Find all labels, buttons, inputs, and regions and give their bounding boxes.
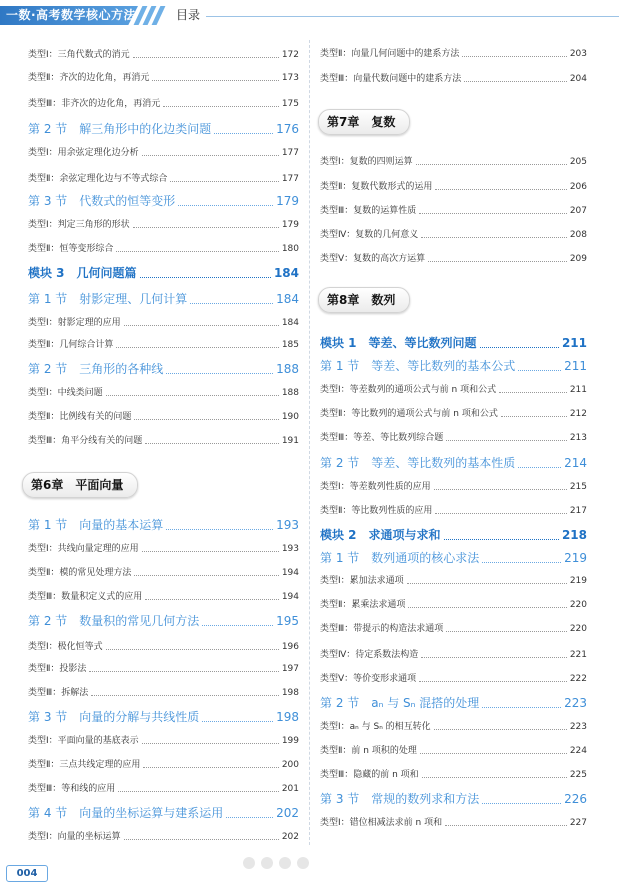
leader-dots [106,649,279,650]
entry-title: 类型Ⅱ：前 n 项积的处理 [320,746,417,756]
entry-page-number: 173 [281,73,299,83]
entry-title: 第 1 节 数列通项的核心求法 [320,551,480,565]
entry-page-number: 221 [569,650,587,660]
leader-dots [482,803,561,804]
entry-page-number: 194 [281,568,299,578]
type-entry[interactable] [28,172,299,186]
type-entry[interactable] [320,431,587,445]
leader-dots [163,106,279,107]
leader-dots [152,80,278,81]
type-entry[interactable] [320,204,587,218]
leader-dots [446,440,567,441]
chapter-8-heading[interactable]: 第8章 数列 [318,287,410,313]
leader-dots [226,817,273,818]
section-entry[interactable] [28,516,299,534]
type-entry[interactable] [28,662,299,676]
entry-page-number: 223 [564,696,587,710]
leader-dots [419,681,567,682]
entry-title: 类型Ⅲ：拆解法 [28,688,89,698]
entry-title: 第 1 节 向量的基本运算 [28,518,164,532]
type-entry[interactable] [28,71,299,85]
leader-dots [133,227,279,228]
section-entry[interactable] [28,192,299,210]
entry-page-number: 202 [281,832,299,842]
entry-page-number: 202 [276,806,299,820]
entry-page-number: 195 [276,614,299,628]
entry-page-number: 198 [281,688,299,698]
entry-title: 类型Ⅱ：投影法 [28,664,87,674]
type-entry[interactable] [28,242,299,256]
type-entry[interactable] [320,648,587,662]
entry-title: 模块 1 等差、等比数列问题 [320,336,477,350]
entry-title: 类型Ⅱ：恒等变形综合 [28,244,114,254]
entry-title: 第 4 节 向量的坐标运算与建系运用 [28,806,224,820]
leader-dots [445,825,567,826]
leader-dots [421,237,567,238]
leader-dots [482,562,561,563]
type-entry[interactable] [28,590,299,604]
entry-page-number: 205 [569,157,587,167]
type-entry[interactable] [28,830,299,844]
entry-title: 类型Ⅰ：射影定理的应用 [28,318,121,328]
type-entry[interactable] [28,566,299,580]
type-entry[interactable] [28,386,299,400]
entry-page-number: 220 [569,624,587,634]
entry-page-number: 179 [276,194,299,208]
page-header [0,0,619,30]
entry-page-number: 224 [569,746,587,756]
type-entry[interactable] [320,768,587,782]
entry-page-number: 219 [564,551,587,565]
leader-dots [91,695,279,696]
section-entry[interactable] [28,120,299,138]
module-entry[interactable] [320,334,587,352]
leader-dots [444,539,559,540]
type-entry[interactable] [28,410,299,424]
entry-title: 第 2 节 解三角形中的化边类问题 [28,122,212,136]
entry-page-number: 201 [281,784,299,794]
entry-title: 类型Ⅰ：等差数列性质的应用 [320,482,431,492]
type-entry[interactable] [320,480,587,494]
entry-title: 类型Ⅱ：复数代数形式的运用 [320,182,433,192]
section-entry[interactable] [320,694,587,712]
entry-title: 类型Ⅲ：复数的运算性质 [320,206,417,216]
type-entry[interactable] [320,155,587,169]
entry-title: 类型Ⅱ：几何综合计算 [28,340,114,350]
entry-title: 类型Ⅰ：错位相减法求前 n 项和 [320,818,443,828]
leader-dots [145,443,279,444]
entry-page-number: 198 [276,710,299,724]
chapter-7-heading[interactable]: 第7章 复数 [318,109,410,135]
entry-title: 类型Ⅲ：等和线的应用 [28,784,116,794]
leader-dots [142,743,279,744]
entry-page-number: 184 [273,266,299,280]
entry-page-number: 225 [569,770,587,780]
entry-title: 类型Ⅰ：中线类问题 [28,388,103,398]
type-entry[interactable] [320,383,587,397]
entry-title: 类型Ⅴ：等价变形求通项 [320,674,417,684]
type-entry[interactable] [28,48,299,62]
leader-dots [170,181,278,182]
leader-dots [134,575,278,576]
entry-title: 类型Ⅴ：复数的高次方运算 [320,254,426,264]
leader-dots [116,251,278,252]
entry-page-number: 185 [281,340,299,350]
leader-dots [435,189,566,190]
entry-page-number: 193 [281,544,299,554]
type-entry[interactable] [28,146,299,160]
entry-page-number: 188 [281,388,299,398]
entry-title: 类型Ⅱ：等比数列性质的应用 [320,506,433,516]
section-entry[interactable] [320,790,587,808]
section-entry[interactable] [28,708,299,726]
entry-title: 模块 2 求通项与求和 [320,528,441,542]
type-entry[interactable] [320,252,587,266]
leader-dots [145,599,279,600]
entry-title: 类型Ⅱ：模的常见处理方法 [28,568,132,578]
leader-dots [408,607,566,608]
section-entry[interactable] [320,454,587,472]
leader-dots [106,395,279,396]
module-entry[interactable] [320,526,587,544]
type-entry[interactable] [320,47,587,61]
entry-title: 类型Ⅱ：向量几何问题中的建系方法 [320,49,460,59]
entry-page-number: 214 [564,456,587,470]
entry-title: 类型Ⅰ：累加法求通项 [320,576,404,586]
entry-title: 类型Ⅱ：余弦定理化边与不等式综合 [28,174,168,184]
entry-title: 模块 3 几何问题篇 [28,266,137,280]
entry-page-number: 218 [561,528,587,542]
entry-title: 类型Ⅲ：数量积定义式的应用 [28,592,143,602]
leader-dots [118,791,279,792]
entry-page-number: 208 [569,230,587,240]
section-entry[interactable] [320,357,587,375]
entry-page-number: 190 [281,412,299,422]
module-entry[interactable] [28,264,299,282]
entry-page-number: 200 [281,760,299,770]
type-entry[interactable] [28,218,299,232]
leader-dots [143,767,278,768]
leader-dots [499,392,567,393]
type-entry[interactable] [28,758,299,772]
entry-title: 类型Ⅱ：累乘法求通项 [320,600,406,610]
entry-page-number: 217 [569,506,587,516]
section-entry[interactable] [28,360,299,378]
entry-page-number: 211 [561,336,587,350]
type-entry[interactable] [320,72,587,86]
entry-title: 类型Ⅱ：等比数列的通项公式与前 n 项和公式 [320,409,498,419]
leader-dots [166,529,273,530]
leader-dots [480,347,559,348]
leader-dots [421,657,567,658]
leader-dots [190,303,273,304]
leader-dots [202,625,273,626]
entry-title: 类型Ⅰ：平面向量的基底表示 [28,736,139,746]
page-number: 004 [6,865,48,882]
leader-dots [422,777,567,778]
type-entry[interactable] [320,574,587,588]
leader-dots [518,467,561,468]
section-entry[interactable] [28,290,299,308]
entry-page-number: 194 [281,592,299,602]
type-entry[interactable] [28,686,299,700]
entry-title: 第 3 节 向量的分解与共线性质 [28,710,200,724]
entry-page-number: 179 [281,220,299,230]
type-entry[interactable] [28,316,299,330]
entry-title: 第 2 节 三角形的各种线 [28,362,164,376]
entry-page-number: 223 [569,722,587,732]
entry-title: 类型Ⅲ：向量代数问题中的建系方法 [320,74,462,84]
leader-dots [434,729,567,730]
entry-page-number: 207 [569,206,587,216]
leader-dots [134,419,278,420]
leader-dots [446,631,567,632]
watermark-decoration [243,851,311,875]
entry-title: 类型Ⅲ：隐藏的前 n 项和 [320,770,419,780]
leader-dots [420,753,567,754]
entry-page-number: 219 [569,576,587,586]
entry-title: 类型Ⅰ：复数的四则运算 [320,157,413,167]
entry-title: 类型Ⅲ：非齐次的边化角，再消元 [28,99,161,109]
entry-page-number: 191 [281,436,299,446]
entry-title: 第 3 节 常规的数列求和方法 [320,792,480,806]
leader-dots [435,513,566,514]
entry-title: 类型Ⅰ：共线向量定理的应用 [28,544,139,554]
section-entry[interactable] [28,804,299,822]
type-entry[interactable] [320,672,587,686]
entry-title: 类型Ⅰ：三角代数式的消元 [28,50,130,60]
type-entry[interactable] [320,180,587,194]
column-divider [309,40,310,845]
entry-page-number: 215 [569,482,587,492]
entry-page-number: 203 [569,49,587,59]
type-entry[interactable] [28,734,299,748]
entry-page-number: 212 [569,409,587,419]
type-entry[interactable] [28,542,299,556]
entry-title: 第 2 节 数量积的常见几何方法 [28,614,200,628]
leader-dots [116,347,278,348]
entry-page-number: 175 [281,99,299,109]
leader-dots [124,839,279,840]
entry-page-number: 206 [569,182,587,192]
leader-dots [434,489,567,490]
type-entry[interactable] [320,504,587,518]
entry-page-number: 227 [569,818,587,828]
entry-page-number: 193 [276,518,299,532]
entry-title: 第 2 节 aₙ 与 Sₙ 混搭的处理 [320,696,480,710]
leader-dots [462,56,566,57]
entry-page-number: 213 [569,433,587,443]
leader-dots [89,671,278,672]
entry-title: 第 1 节 射影定理、几何计算 [28,292,188,306]
entry-title: 类型Ⅰ：极化恒等式 [28,642,103,652]
header-title: 一数·高考数学核心方法 [6,8,137,22]
leader-dots [178,205,273,206]
type-entry[interactable] [28,338,299,352]
entry-page-number: 196 [281,642,299,652]
leader-dots [133,57,279,58]
entry-page-number: 188 [276,362,299,376]
entry-page-number: 197 [281,664,299,674]
header-rule [206,16,619,17]
entry-page-number: 177 [281,148,299,158]
entry-title: 类型Ⅲ：角平分线有关的问题 [28,436,143,446]
type-entry[interactable] [28,640,299,654]
type-entry[interactable] [28,782,299,796]
leader-dots [214,133,273,134]
leader-dots [518,370,561,371]
type-entry[interactable] [320,720,587,734]
entry-title: 类型Ⅲ：等差、等比数列综合题 [320,433,444,443]
type-entry[interactable] [320,816,587,830]
entry-title: 类型Ⅰ：用余弦定理化边分析 [28,148,139,158]
entry-page-number: 211 [564,359,587,373]
leader-dots [166,373,273,374]
entry-title: 类型Ⅱ：比例线有关的问题 [28,412,132,422]
type-entry[interactable] [320,744,587,758]
section-entry[interactable] [28,612,299,630]
type-entry[interactable] [28,434,299,448]
entry-page-number: 220 [569,600,587,610]
entry-title: 类型Ⅰ：等差数列的通项公式与前 n 项和公式 [320,385,497,395]
type-entry[interactable] [320,598,587,612]
leader-dots [464,81,567,82]
entry-title: 类型Ⅲ：带提示的构造法求通项 [320,624,444,634]
chapter-6-heading[interactable]: 第6章 平面向量 [22,472,138,498]
type-entry[interactable] [320,407,587,421]
leader-dots [416,164,567,165]
leader-dots [140,277,271,278]
entry-title: 类型Ⅳ：待定系数法构造 [320,650,419,660]
entry-page-number: 184 [281,318,299,328]
type-entry[interactable] [28,97,299,111]
leader-dots [202,721,273,722]
type-entry[interactable] [320,228,587,242]
entry-page-number: 204 [569,74,587,84]
entry-page-number: 211 [569,385,587,395]
leader-dots [142,155,279,156]
entry-page-number: 184 [276,292,299,306]
entry-title: 类型Ⅰ：aₙ 与 Sₙ 的相互转化 [320,722,431,732]
entry-page-number: 222 [569,674,587,684]
entry-page-number: 172 [281,50,299,60]
section-entry[interactable] [320,549,587,567]
header-stripes-decoration [136,6,172,25]
entry-title: 类型Ⅰ：判定三角形的形状 [28,220,130,230]
type-entry[interactable] [320,622,587,636]
header-label: 目录 [176,8,201,22]
entry-title: 类型Ⅱ：三点共线定理的应用 [28,760,141,770]
entry-page-number: 209 [569,254,587,264]
leader-dots [419,213,567,214]
entry-page-number: 177 [281,174,299,184]
leader-dots [428,261,567,262]
entry-title: 类型Ⅰ：向量的坐标运算 [28,832,121,842]
leader-dots [142,551,279,552]
entry-title: 类型Ⅱ：齐次的边化角，再消元 [28,73,150,83]
leader-dots [407,583,567,584]
entry-page-number: 226 [564,792,587,806]
entry-title: 类型Ⅳ：复数的几何意义 [320,230,419,240]
entry-title: 第 1 节 等差、等比数列的基本公式 [320,359,516,373]
entry-title: 第 2 节 等差、等比数列的基本性质 [320,456,516,470]
leader-dots [482,707,561,708]
leader-dots [124,325,279,326]
entry-page-number: 180 [281,244,299,254]
leader-dots [501,416,567,417]
entry-page-number: 176 [276,122,299,136]
entry-page-number: 199 [281,736,299,746]
entry-title: 第 3 节 代数式的恒等变形 [28,194,176,208]
